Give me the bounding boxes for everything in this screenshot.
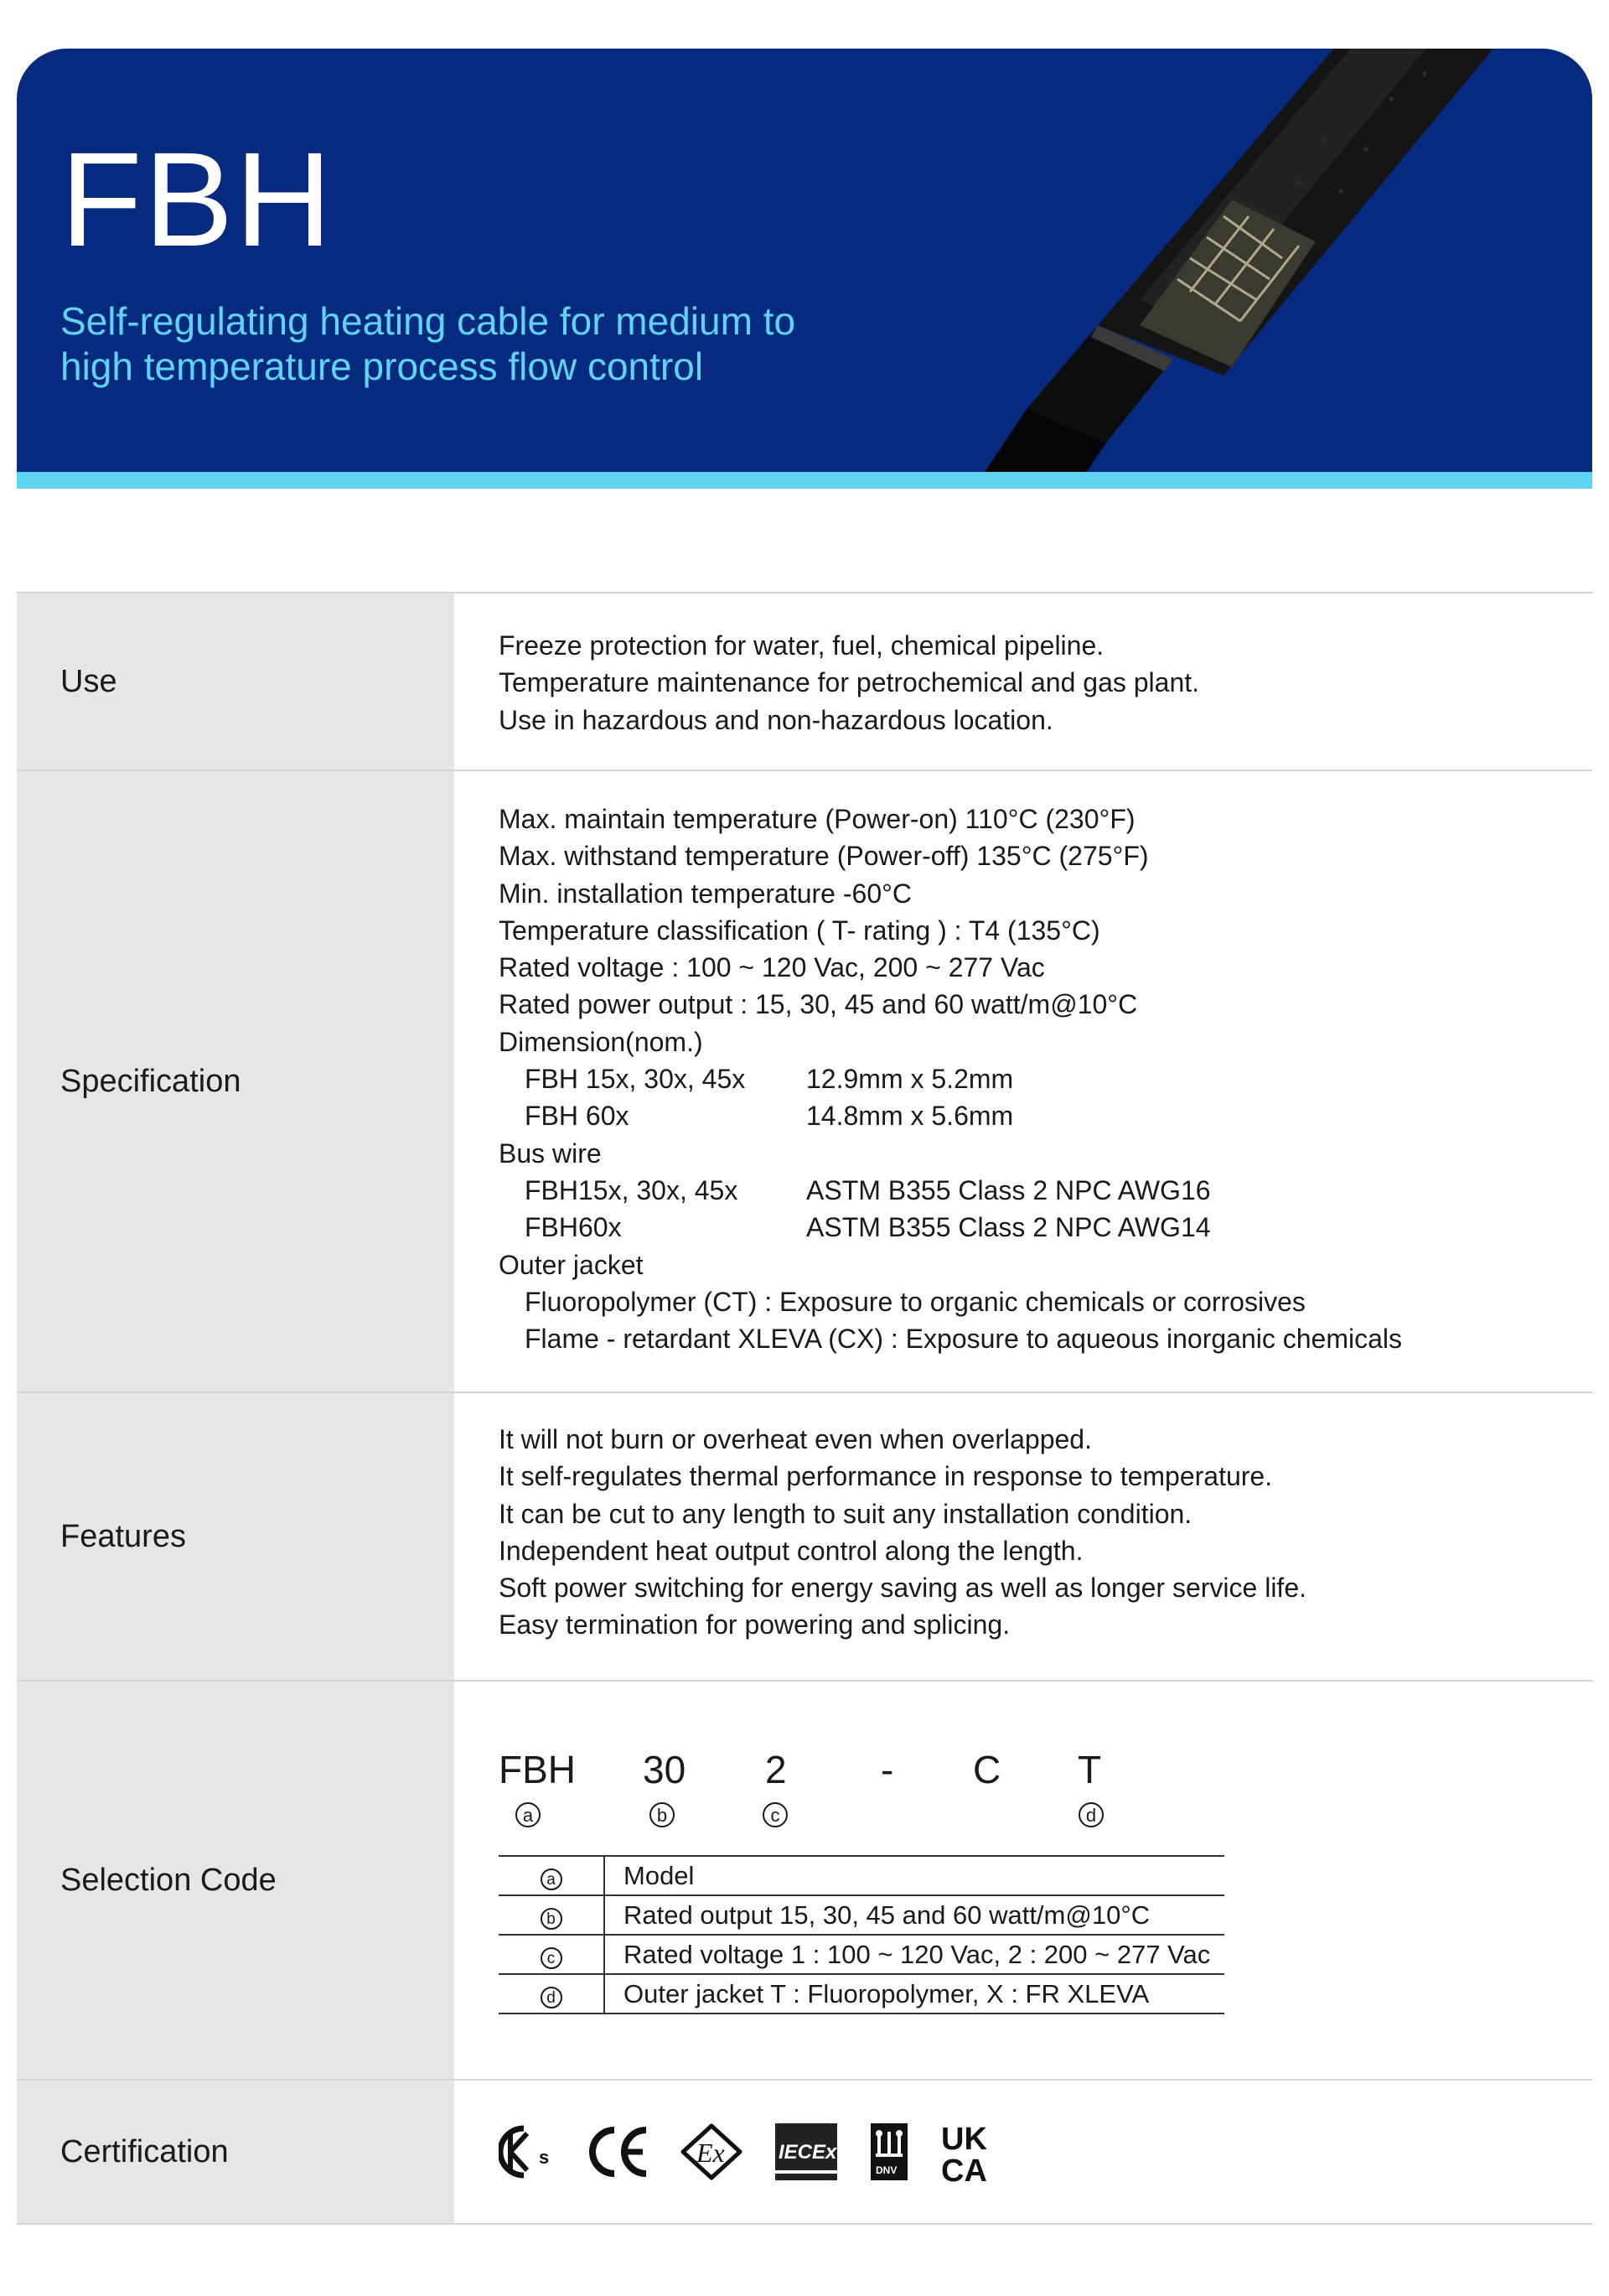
code-mark-d: d xyxy=(1079,1802,1104,1827)
features-label: Features xyxy=(17,1393,454,1680)
table-row xyxy=(499,1974,1224,2014)
kc-mark-icon xyxy=(499,2122,557,2182)
feature-line: It will not burn or overheat even when overlapped. xyxy=(499,1424,1092,1454)
selection-code-table xyxy=(499,1855,1224,2014)
iecex-icon xyxy=(773,2122,839,2182)
dnv-icon xyxy=(869,2122,909,2182)
spec-line: Rated power output : 15, 30, 45 and 60 watt/m@10°C xyxy=(499,989,1138,1020)
feature-line: Independent heat output control along the length. xyxy=(499,1535,1084,1566)
bus-wire-model: FBH60x xyxy=(525,1212,622,1243)
subtitle-line-2: high temperature process flow control xyxy=(60,345,704,388)
code-segment: C xyxy=(973,1748,1001,1791)
code-table-mark: a xyxy=(541,1868,562,1890)
atex-ex-icon xyxy=(680,2122,743,2181)
ce-mark-icon xyxy=(587,2125,649,2179)
dimension-model: FBH 15x, 30x, 45x xyxy=(525,1064,746,1095)
code-segment: 2 xyxy=(765,1748,787,1791)
spec-line: Temperature classification ( T- rating ) : T4 (135°C) xyxy=(499,915,1100,946)
subtitle-line-1: Self-regulating heating cable for medium to xyxy=(60,299,796,343)
svg-text:IECEx: IECEx xyxy=(779,2141,837,2164)
features-lines xyxy=(499,1421,1306,1644)
code-segment: FBH xyxy=(499,1748,576,1791)
code-segment: 30 xyxy=(643,1748,686,1791)
spec-line: Max. maintain temperature (Power-on) 110°C (230°F) xyxy=(499,804,1136,834)
svg-text:Ex: Ex xyxy=(696,2138,725,2168)
bus-wire-heading: Bus wire xyxy=(499,1138,602,1169)
feature-line: Easy termination for powering and splicing. xyxy=(499,1609,1011,1640)
certification-logos xyxy=(499,2121,1032,2183)
use-label: Use xyxy=(17,593,454,770)
use-row xyxy=(17,593,1592,771)
use-line: Use in hazardous and non-hazardous location. xyxy=(499,704,1053,735)
code-table-text: Rated output 15, 30, 45 and 60 watt/m@10°C xyxy=(604,1895,1224,1935)
svg-text:DNV: DNV xyxy=(876,2164,898,2176)
bus-wire-value: ASTM B355 Class 2 NPC AWG16 xyxy=(806,1174,1211,1205)
selection-code-row xyxy=(17,1682,1592,2081)
specification-lines xyxy=(499,801,1402,1357)
dimension-row xyxy=(499,1097,1402,1134)
table-row xyxy=(499,1935,1224,1974)
features-row xyxy=(17,1393,1592,1682)
code-table-mark: b xyxy=(541,1908,562,1930)
use-lines xyxy=(499,627,1199,739)
outer-jacket-line: Fluoropolymer (CT) : Exposure to organic chemicals or corrosives xyxy=(525,1286,1306,1317)
spec-line: Min. installation temperature -60°C xyxy=(499,878,913,909)
code-table-text: Rated voltage 1 : 100 ~ 120 Vac, 2 : 200 ~ 277 Vac xyxy=(604,1935,1224,1974)
code-table-mark: d xyxy=(541,1987,562,2008)
table-row xyxy=(499,1895,1224,1935)
bus-wire-row xyxy=(499,1172,1402,1209)
selection-code-label: Selection Code xyxy=(17,1682,454,2079)
outer-jacket-heading: Outer jacket xyxy=(499,1249,644,1280)
certification-label: Certification xyxy=(17,2081,454,2223)
svg-text:CA: CA xyxy=(941,2153,987,2183)
bus-wire-row xyxy=(499,1209,1402,1246)
table-row xyxy=(499,1856,1224,1895)
code-segment: - xyxy=(881,1748,894,1791)
code-mark-a: a xyxy=(515,1802,541,1827)
ukca-icon xyxy=(939,2121,1001,2183)
use-line: Freeze protection for water, fuel, chemical pipeline. xyxy=(499,630,1105,661)
bus-wire-model: FBH15x, 30x, 45x xyxy=(525,1174,738,1205)
spec-line: Rated voltage : 100 ~ 120 Vac, 200 ~ 277 Vac xyxy=(499,952,1045,983)
feature-line: It self-regulates thermal performance in response to temperature. xyxy=(499,1461,1273,1492)
code-table-mark: c xyxy=(541,1947,562,1969)
dimension-model: FBH 60x xyxy=(525,1101,629,1132)
bus-wire-value: ASTM B355 Class 2 NPC AWG14 xyxy=(806,1212,1211,1243)
specification-label: Specification xyxy=(17,771,454,1392)
code-table-text: Outer jacket T : Fluoropolymer, X : FR XLEVA xyxy=(604,1974,1224,2014)
code-mark-b: b xyxy=(649,1802,675,1827)
header-accent-stripe xyxy=(17,472,1592,489)
svg-text:UK: UK xyxy=(941,2122,987,2157)
code-mark-c: c xyxy=(763,1802,788,1827)
spec-line: Max. withstand temperature (Power-off) 135°C (275°F) xyxy=(499,841,1149,872)
dimension-value: 12.9mm x 5.2mm xyxy=(806,1064,1014,1095)
dimension-value: 14.8mm x 5.6mm xyxy=(806,1101,1014,1132)
page-title: FBH xyxy=(60,124,334,274)
code-table-text: Model xyxy=(604,1856,1224,1895)
dimension-heading: Dimension(nom.) xyxy=(499,1026,703,1057)
header-banner xyxy=(17,49,1592,472)
svg-text:s: s xyxy=(539,2147,550,2168)
certification-row xyxy=(17,2081,1592,2225)
outer-jacket-line: Flame - retardant XLEVA (CX) : Exposure to aqueous inorganic chemicals xyxy=(525,1324,1403,1355)
page-subtitle xyxy=(60,298,898,389)
dimension-row xyxy=(499,1060,1402,1097)
use-line: Temperature maintenance for petrochemical and gas plant. xyxy=(499,667,1200,698)
specification-row xyxy=(17,771,1592,1393)
feature-line: It can be cut to any length to suit any installation condition. xyxy=(499,1498,1193,1529)
code-segment: T xyxy=(1078,1748,1102,1791)
feature-line: Soft power switching for energy saving as well as longer service life. xyxy=(499,1573,1306,1604)
